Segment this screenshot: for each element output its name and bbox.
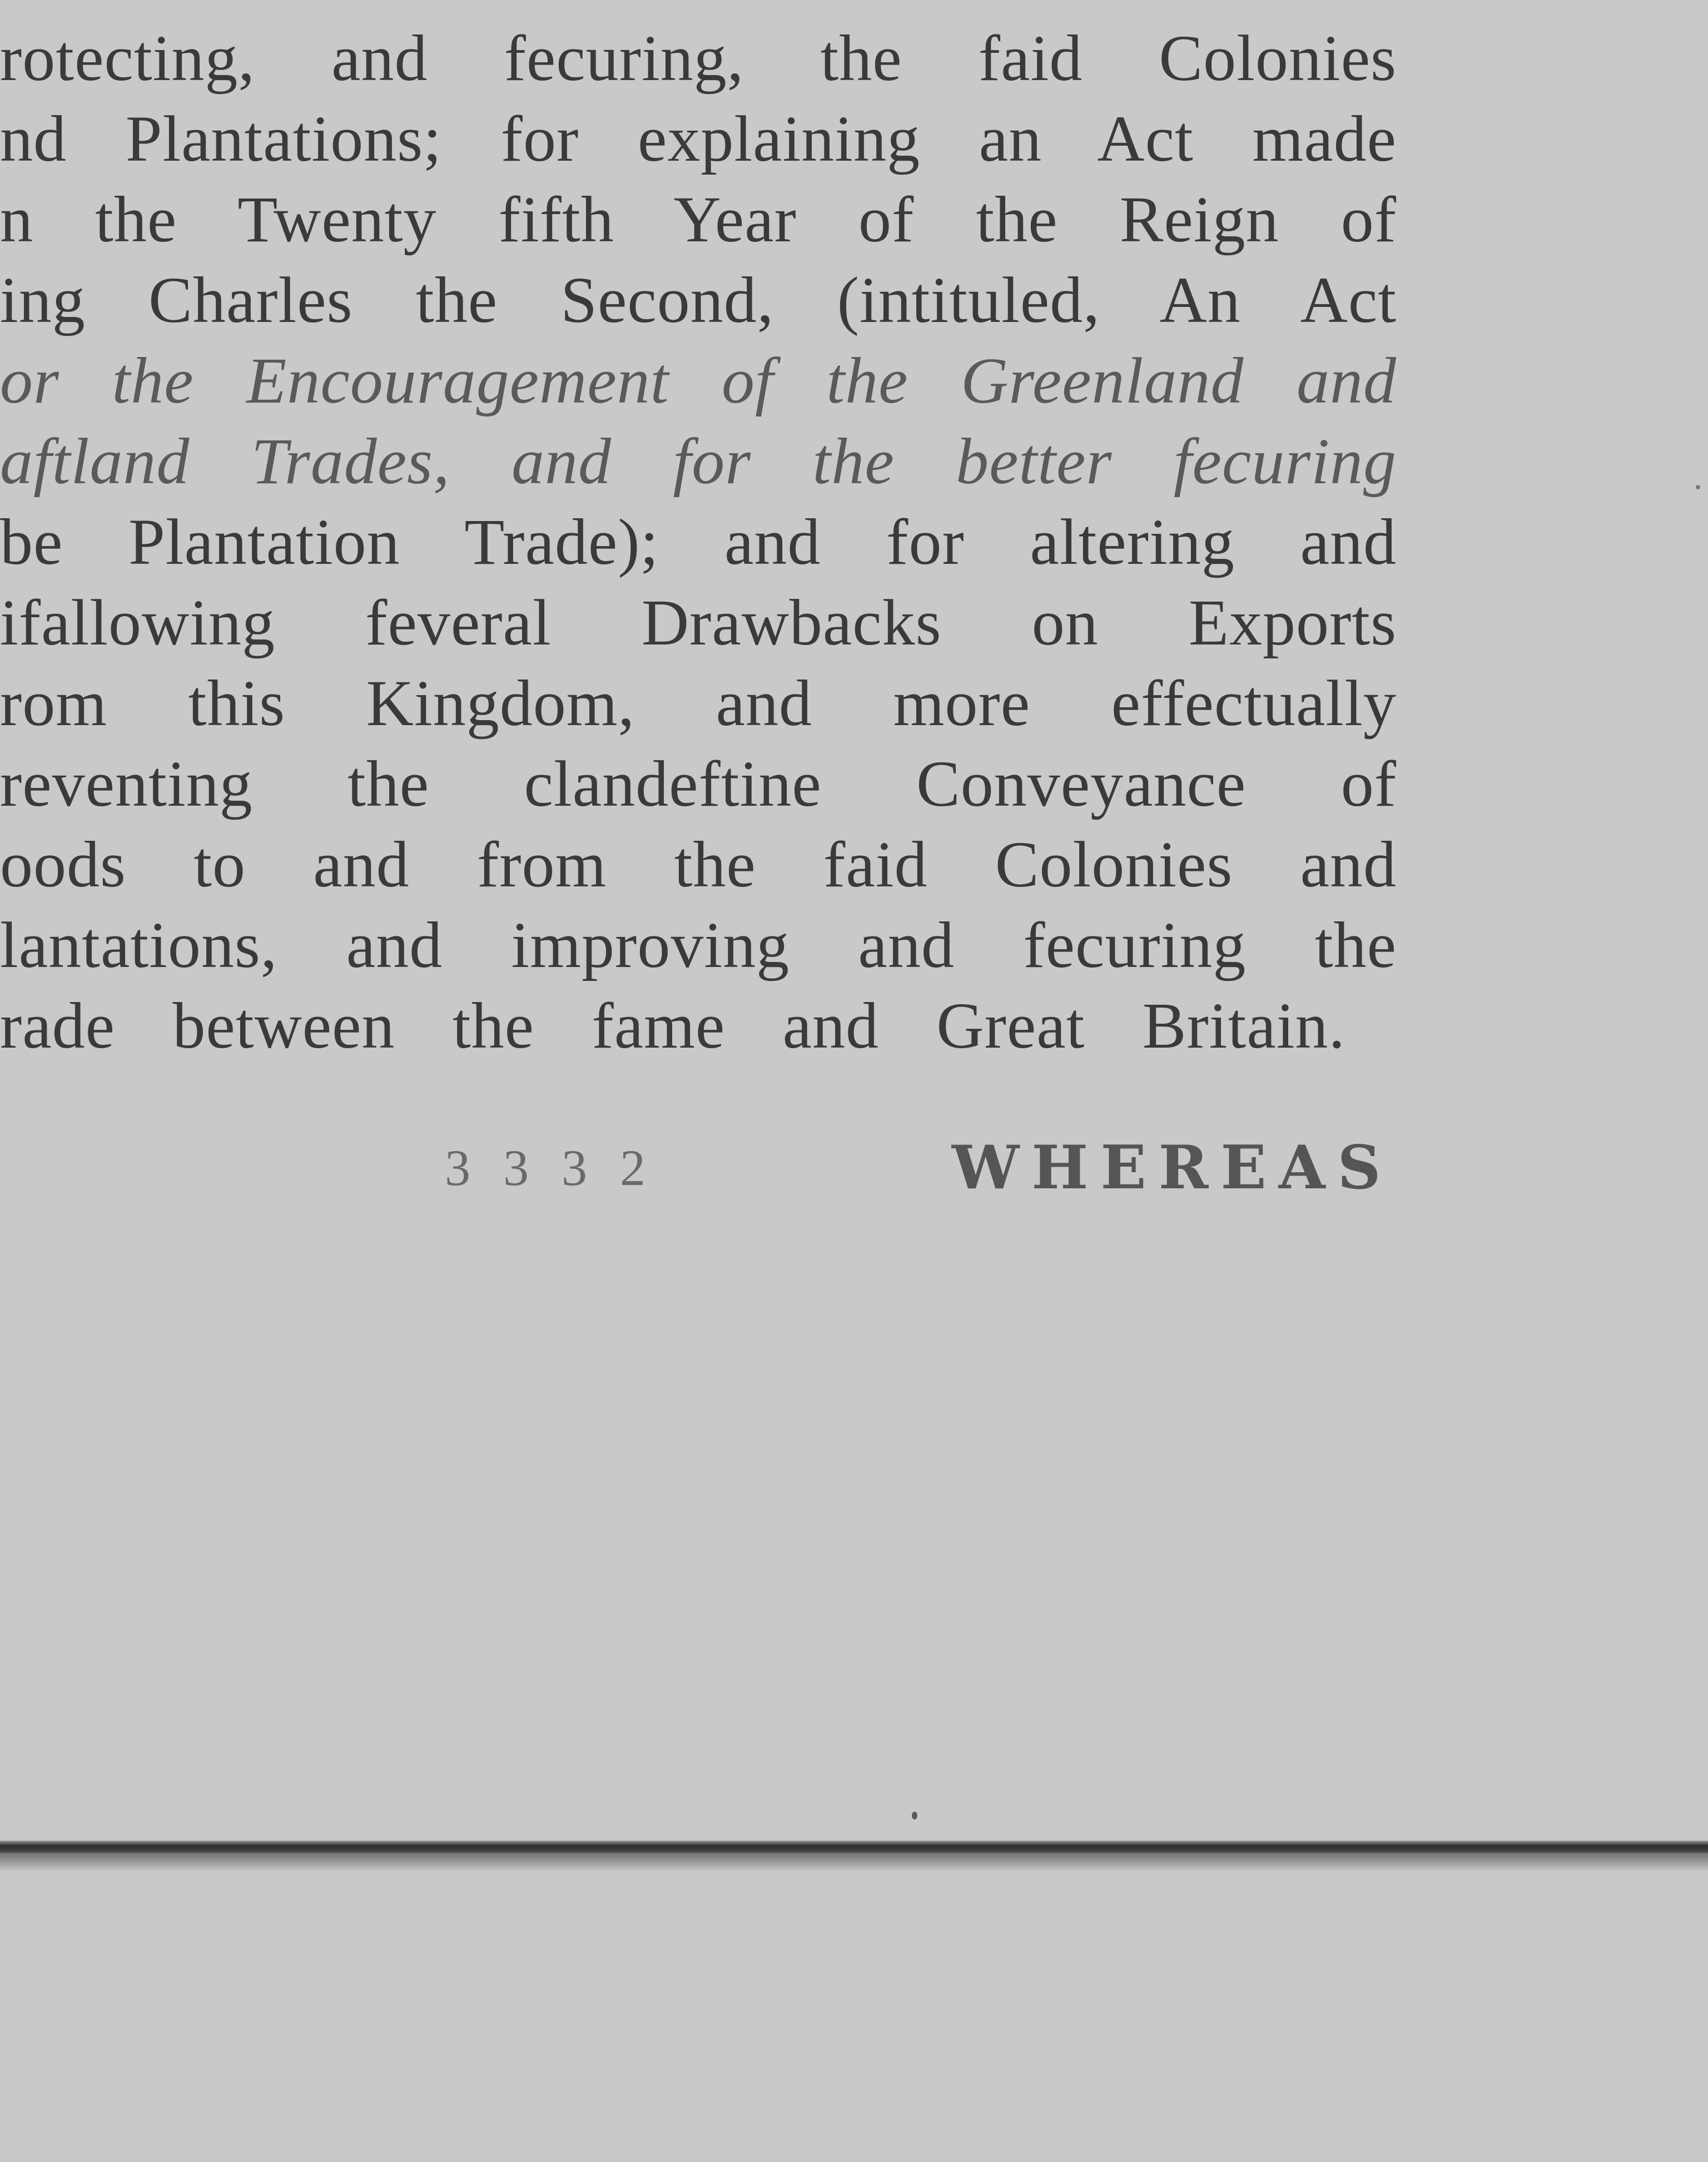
- text-line-1: rotecting, and fecuring, the faid Colonies: [0, 22, 1397, 95]
- signature-mark: 3 3 3 2: [445, 1139, 656, 1196]
- paper-speck: [912, 1812, 917, 1819]
- paper-speck: [1696, 485, 1700, 489]
- page-edge-shadow: [0, 1841, 1708, 1855]
- text-line-13: rade between the fame and Great Britain.: [0, 990, 1345, 1062]
- text-line-11: oods to and from the faid Colonies and: [0, 829, 1397, 901]
- text-line-4: ing Charles the Second, (intituled, An Act: [0, 264, 1397, 336]
- text-line-10: reventing the clandeftine Conveyance of: [0, 748, 1397, 820]
- text-line-8: ifallowing feveral Drawbacks on Exports: [0, 587, 1397, 659]
- text-line-2: nd Plantations; for explaining an Act made: [0, 103, 1397, 175]
- catchword: WHEREAS: [952, 1133, 1393, 1203]
- page-edge-fade: [0, 1855, 1708, 1872]
- text-line-9: rom this Kingdom, and more effectually: [0, 667, 1397, 740]
- text-line-12: lantations, and improving and fecuring the: [0, 909, 1397, 981]
- text-line-6: aftland Trades, and for the better fecuring: [0, 425, 1397, 498]
- text-line-3: n the Twenty fifth Year of the Reign of: [0, 184, 1397, 256]
- text-line-5: or the Encouragement of the Greenland and: [0, 345, 1397, 417]
- text-line-7: be Plantation Trade); and for altering and: [0, 506, 1397, 578]
